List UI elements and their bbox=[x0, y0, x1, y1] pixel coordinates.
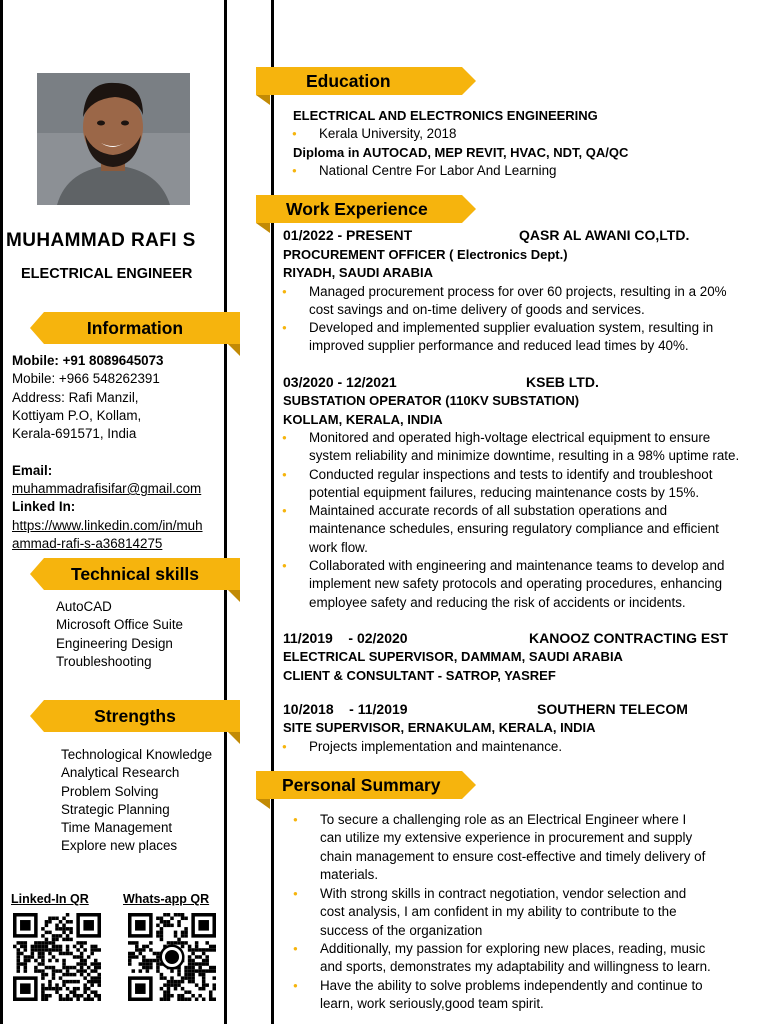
whatsapp-qr-code-icon[interactable] bbox=[127, 913, 217, 1001]
linkedin-qr-label: Linked-In QR bbox=[11, 892, 89, 906]
technical-skills-heading-label: Technical skills bbox=[70, 564, 200, 584]
job-position: SUBSTATION OPERATOR (110KV SUBSTATION) bbox=[283, 393, 580, 408]
mobile-secondary: Mobile: +966 548262391 bbox=[12, 371, 160, 387]
list-item: Engineering Design bbox=[56, 635, 173, 651]
strengths-heading bbox=[30, 700, 240, 732]
list-item: ● Developed and implemented supplier evaluation system, resulting in improved supplier performance and reduced lead times by 40%. bbox=[282, 319, 766, 356]
information-heading bbox=[30, 312, 240, 344]
education-heading-label: Education bbox=[306, 71, 391, 91]
list-item: Microsoft Office Suite bbox=[56, 617, 184, 633]
list-item: ● To secure a challenging role as an Electrical Engineer where I can utilize my extensive experience in procurement and supply chain management to ensure cost-effective and timely delivery of materials. bbox=[293, 811, 753, 884]
work-experience-heading-label: Work Experience bbox=[286, 199, 428, 219]
education-institute: ● National Centre For Labor And Learning bbox=[292, 162, 752, 180]
job-location: RIYADH, SAUDI ARABIA bbox=[283, 265, 433, 280]
job-dates: 11/2019 - 02/2020 bbox=[283, 630, 408, 646]
job-company: KSEB LTD. bbox=[526, 374, 599, 390]
list-item: Troubleshooting bbox=[56, 653, 152, 669]
email-label: Email: bbox=[12, 462, 53, 478]
job-company: KANOOZ CONTRACTING EST bbox=[529, 630, 729, 646]
list-item: Analytical Research bbox=[61, 765, 180, 781]
list-item: ● Managed procurement process for over 60 projects, resulting in a 20% cost savings and on-time delivery of goods and services. bbox=[282, 283, 766, 320]
technical-skills-list bbox=[56, 598, 183, 671]
job-location: CLIENT & CONSULTANT - SATROP, YASREF bbox=[283, 668, 556, 683]
job-dates: 03/2020 - 12/2021 bbox=[283, 374, 397, 390]
linkedin-link-line-1[interactable]: https://www.linkedin.com/in/muh bbox=[12, 517, 203, 533]
list-item: ● Conducted regular inspections and tests to identify and troubleshoot potential equipment failures, reducing maintenance costs by 15%. bbox=[282, 466, 766, 503]
person-portrait-icon bbox=[37, 73, 190, 205]
list-item: ● Additionally, my passion for exploring new places, reading, music and sports, demonstrates my adaptability and willingness to learn. bbox=[293, 940, 753, 977]
personal-summary-heading bbox=[256, 771, 476, 799]
contact-info bbox=[12, 352, 227, 553]
linkedin-link-line-2[interactable]: ammad-rafi-s-a36814275 bbox=[12, 535, 163, 551]
mobile-primary: Mobile: +91 8089645073 bbox=[12, 353, 164, 368]
list-item: ● Collaborated with engineering and maintenance teams to develop and implement new safety protocols and operating procedures, enhancing employee safety and reducing the risk of accidents or incidents. bbox=[282, 557, 766, 612]
list-item: Time Management bbox=[61, 820, 173, 836]
candidate-name: MUHAMMAD RAFI S bbox=[6, 230, 196, 251]
list-item: ● With strong skills in contract negotiation, vendor selection and cost analysis, I am confident in my ability to contribute to the success of the organization bbox=[293, 885, 753, 940]
list-item: ● Monitored and operated high-voltage electrical equipment to ensure system reliability and minimize downtime, resulting in a 98% uptime rate. bbox=[282, 429, 766, 466]
work-experience-heading bbox=[256, 195, 476, 223]
job-position: SITE SUPERVISOR, ERNAKULAM, KERALA, INDIA bbox=[283, 720, 596, 735]
list-item: AutoCAD bbox=[56, 599, 112, 614]
left-border bbox=[0, 0, 3, 1024]
job-dates: 01/2022 - PRESENT bbox=[283, 227, 413, 243]
linkedin-qr-code-icon[interactable] bbox=[12, 913, 102, 1001]
content-divider bbox=[271, 0, 274, 1024]
strengths-heading-label: Strengths bbox=[94, 706, 176, 726]
job-position: PROCUREMENT OFFICER ( Electronics Dept.) bbox=[283, 247, 568, 262]
personal-summary-heading-label: Personal Summary bbox=[282, 775, 441, 795]
list-item: ● Have the ability to solve problems independently and continue to learn, work seriously,good team spirit. bbox=[293, 977, 753, 1014]
candidate-title: ELECTRICAL ENGINEER bbox=[21, 266, 193, 282]
list-item: ● Projects implementation and maintenance. bbox=[282, 738, 766, 756]
job-company: QASR AL AWANI CO,LTD. bbox=[519, 227, 690, 243]
address-line-2: Kottiyam P.O, Kollam, bbox=[12, 407, 142, 423]
linkedin-label: Linked In: bbox=[12, 499, 76, 515]
job-position: ELECTRICAL SUPERVISOR, DAMMAM, SAUDI ARABIA bbox=[283, 649, 623, 664]
address-line-3: Kerala-691571, India bbox=[12, 426, 137, 442]
job-company: SOUTHERN TELECOM bbox=[537, 701, 688, 717]
technical-skills-heading bbox=[30, 558, 240, 590]
address-line-1: Address: Rafi Manzil, bbox=[12, 389, 139, 405]
job-dates: 10/2018 - 11/2019 bbox=[283, 701, 408, 717]
information-heading-label: Information bbox=[86, 318, 184, 338]
email-link[interactable]: muhammadrafisifar@gmail.com bbox=[12, 481, 202, 497]
profile-photo bbox=[37, 73, 190, 205]
job-location: KOLLAM, KERALA, INDIA bbox=[283, 412, 443, 427]
education-degree: ELECTRICAL AND ELECTRONICS ENGINEERING bbox=[293, 108, 598, 123]
list-item: Strategic Planning bbox=[61, 801, 170, 817]
whatsapp-qr-label: Whats-app QR bbox=[123, 892, 210, 906]
list-item: ● Maintained accurate records of all substation operations and maintenance schedules, ensuring regulatory compliance and efficient work flow. bbox=[282, 502, 766, 557]
list-item: Technological Knowledge bbox=[61, 747, 213, 762]
education-diploma: Diploma in AUTOCAD, MEP REVIT, HVAC, NDT, QA/QC bbox=[293, 145, 629, 160]
strengths-list bbox=[61, 746, 212, 856]
education-heading bbox=[256, 67, 476, 95]
list-item: Problem Solving bbox=[61, 783, 159, 799]
list-item: Explore new places bbox=[61, 838, 178, 854]
education-university: ● Kerala University, 2018 bbox=[292, 125, 752, 143]
